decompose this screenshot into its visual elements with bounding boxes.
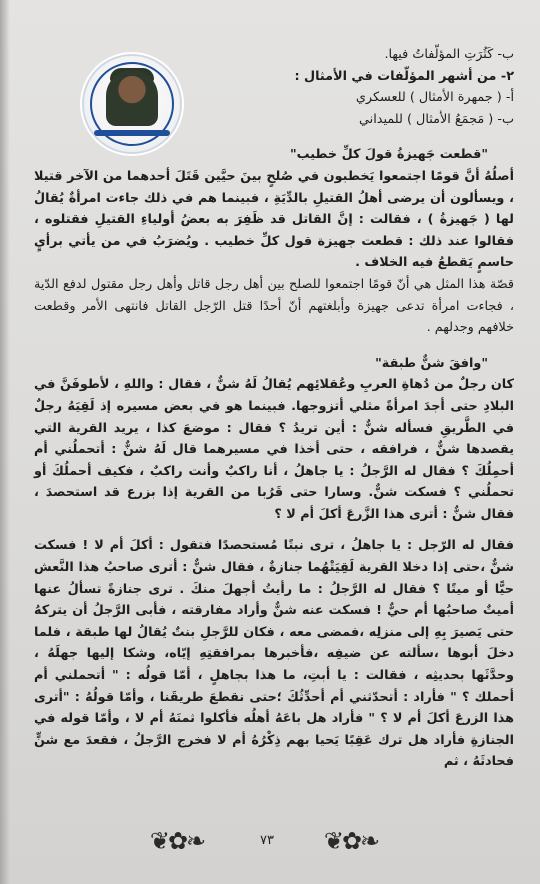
page-number: ٧٣ xyxy=(260,833,274,848)
proverb-1-explanation: قصّة هذا المثل هي أنّ قومًا اجتمعوا للصلح بين أهل رجل قاتل وأهل رجل مقتول لدفع الدّية ، فجاءت امرأة تدعى جهيزة وأبلغتهم أنّ أحدًا قتل الرّجل القاتل فانتهى الأمر وقطعت خلافهم وجدلهم . xyxy=(34,276,514,336)
ornament-left-icon: ❦✿❧ xyxy=(149,827,205,855)
page-text xyxy=(34,44,514,773)
proverb-1-body: أصلُهُ أنَّ قومًا اجتمعوا يَخطبون في صُلحٍ بينَ حيَّين قَتَلَ أحدهما من الآخر قتيلا ، ويسألون أن يرضى أهلُ القتيلِ بالدِّيَةِ ، فبينما هم في ذلك جاءت امرأةٌ يُقالُ لها ( جَهيزةُ ) ، فقالت : إنَّ القاتل قد ظَفِرَ به بعضُ أولياءِ القتيلِ فقتلوه ، فقالوا عند ذلك : قطعت جهيزة قول كلِّ خطيب . ويُضرَبُ في من يأتي برأيٍ حاسمٍ يَقطعُ فيه الخلاف . xyxy=(34,168,514,271)
list-line-3: أ- ( جمهرة الأمثال ) للعسكري xyxy=(355,90,514,106)
list-heading: ٢- من أشهر المؤلّفات في الأمثال : xyxy=(294,68,514,84)
proverb-2-heading: "وافقَ شنٌّ طبقة" xyxy=(375,355,488,371)
proverb-2-body-2: فقال له الرّجل : يا جاهلُ ، ترى نبتًا مُستحصدًا فتقول : أكلَ أم لا ! فسكت شنٌّ ،حتى إذا دخلا القرية لَقِيَتْهُما جنازةٌ ، فقال شنٌّ : أترى صاحبُ هذا النَّعش حيًّا أو ميتًا ؟ فقال له الرَّجلُ : ما رأيتُ أجهلَ منكَ . ترى جنازةً تسألُ عنها أميتٌ صاحبُها أم حيٌّ ! فسكت عنه شنٌّ وأراد مفارقته ، فأبى الرَّجلُ أن يتركهُ حتى يَصيرَ بِهِ إلى منزلِه ،فمضى معه ، فكان للرَّجلِ بنتٌ يُقالُ لها طبقة ، فلما دخلَ أبوها ،سألته عن ضيفِه ،فأخبرها بمرافقتِهِ إيّاه، وشكا إليها جهلَهُ ، وحدَّثَها بحديثِه ، فقالت : يا أبتِ، ما هذا بجاهلٍ ، أمّا قولُه : " أتحملني أم أحملك ؟ " فأراد : أتحدّثني أم أحدِّثُكَ ؛حتى نقطعَ طريقَنا ، وأمّا قولُهُ : "أترى هذا الزرعَ أكلَ أم لا ؟ " فأراد هل باعَهُ أهلُه فأكلوا ثمنَهُ أم لا ، وأمّا قوله في الجنازةِ فأراد هل ترك عَقِبًا يَحيا بهم ذِكْرُهُ أم لا فخرج الرَّجلُ ، فقعدَ مع شنٍّ فحادثَهُ ، ثم xyxy=(34,538,514,770)
list-line-1: ب- كَثُرَتِ المؤلّفاتُ فيها. xyxy=(384,47,514,62)
list-line-4: ب- ( مَجمَعُ الأمثال ) للميداني xyxy=(359,111,514,127)
paragraph-gap xyxy=(34,525,514,535)
ornament-right-icon: ❦✿❧ xyxy=(323,827,379,855)
proverb-2-body-1: كان رجلٌ من دُهاةِ العربِ وعُقلائِهم يُقالُ لَهُ شنٌّ ، فقال : واللهِ ، لأطوفَنَّ في البلادِ حتى أجدَ امرأةً مثلي أتزوجها. فبينما هو في بعض مسيره إذ لَقِيَهُ رجلٌ في الطَّريقِ فسأله شنٌّ : أين تريدُ ؟ فقال : موضعَ كذا ، يريد القرية التي يقصدها شنٌّ ، فرافقه ، حتى أخذا في مسيرهما قال لَهُ شنٌّ : أتحملُني أم أحمِلُكَ ؟ فقال له الرَّجلُ : يا جاهلُ ، أنا راكبٌ وأنت راكبٌ ، فكيف أحملُكَ أو تحملُني ؟ فسكت شنٌّ. وسارا حتى قَرُبا من القرية إذا بزرع قد استحصدَ ، فقال شنٌّ : أترى هذا الزَّرعَ أكلَ أم لا ؟ xyxy=(34,377,514,522)
proverb-1-heading: "قطعت جَهيزةُ قولَ كلِّ خطيب" xyxy=(289,147,488,163)
